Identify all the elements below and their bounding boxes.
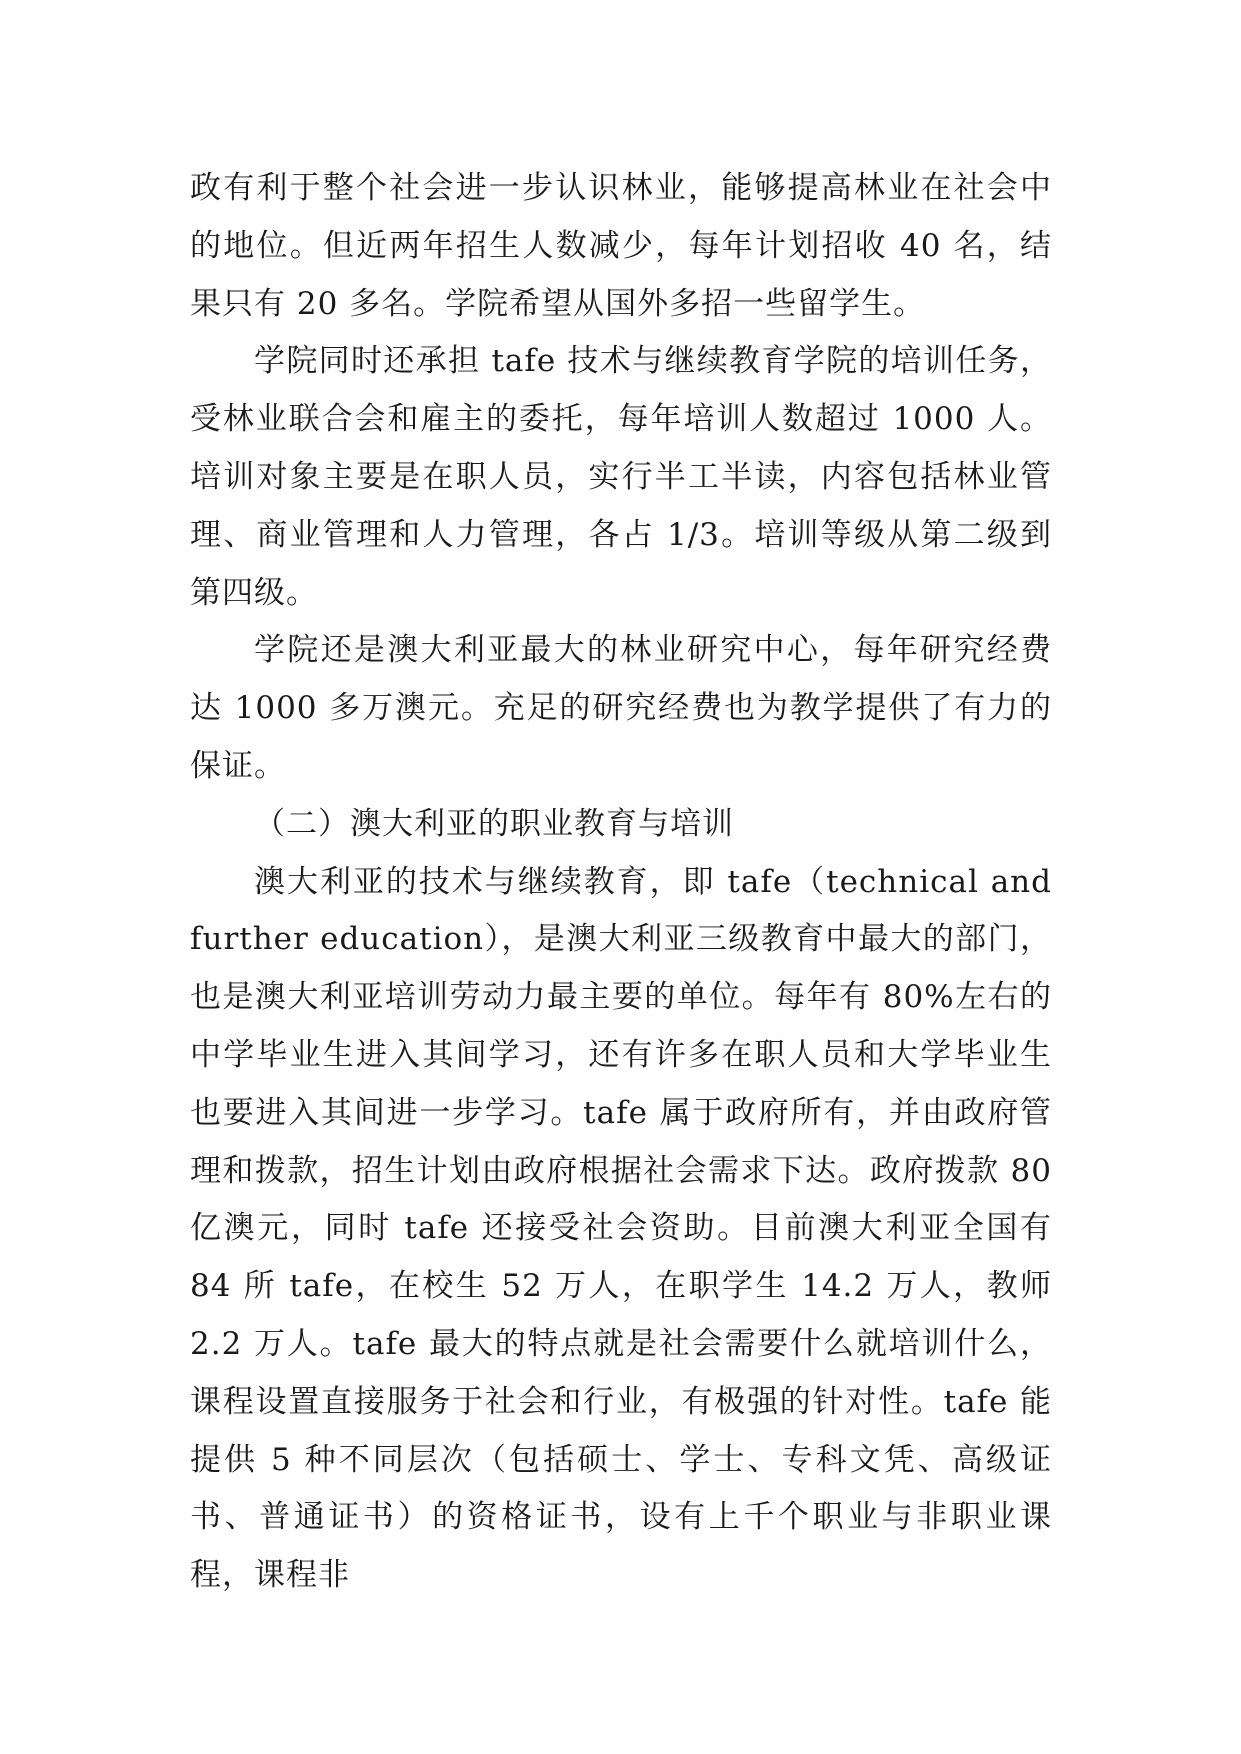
paragraph-research-center: 学院还是澳大利亚最大的林业研究中心，每年研究经费达 1000 多万澳元。充足的研究经费也为教学提供了有力的保证。 (190, 632, 1052, 784)
section-heading: （二）澳大利亚的职业教育与培训 (254, 805, 734, 842)
paragraph-continuation: 政有利于整个社会进一步认识林业，能够提高林业在社会中的地位。但近两年招生人数减少，每年计划招收 40 名，结果只有 20 多名。学院希望从国外多招一些留学生。 (190, 170, 1052, 322)
paragraph-training-tasks: 学院同时还承担 tafe 技术与继续教育学院的培训任务，受林业联合会和雇主的委托，每年培训人数超过 1000 人。培训对象主要是在职人员，实行半工半读，内容包括林业管理、商业管理和人力管理，各占 1/3。培训等级从第二级到第四级。 (190, 343, 1052, 611)
document-body (190, 160, 1052, 1605)
paragraph-tafe: 澳大利亚的技术与继续教育，即 tafe（technical and further education），是澳大利亚三级教育中最大的部门，也是澳大利亚培训劳动力最主要的单位。每年有 80%左右的中学毕业生进入其间学习，还有许多在职人员和大学毕业生也要进入其间进一步学习。tafe 属于政府所有，并由政府管理和拨款，招生计划由政府根据社会需求下达。政府拨款 80 亿澳元，同时 tafe 还接受社会资助。目前澳大利亚全国有 84 所 tafe，在校生 52 万人，在职学生 14.2 万人，教师 2.2 万人。tafe 最大的特点就是社会需要什么就培训什么，课程设置直接服务于社会和行业，有极强的针对性。tafe 能提供 5 种不同层次（包括硕士、学士、专科文凭、高级证书、普通证书）的资格证书，设有上千个职业与非职业课程，课程非 (190, 863, 1052, 1594)
